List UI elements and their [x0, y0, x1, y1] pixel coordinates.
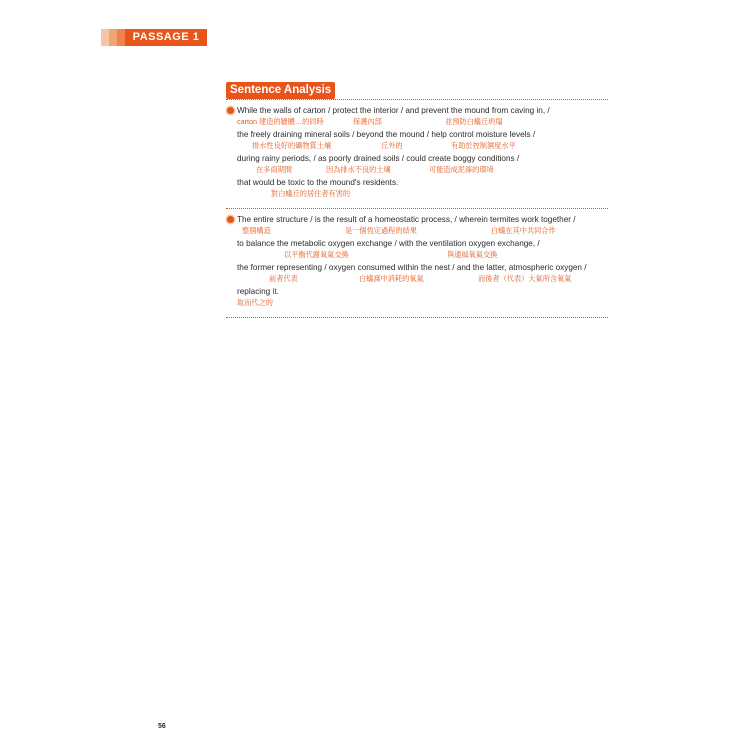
translation-chunk: 排水性良好的礦物質土壤: [252, 141, 332, 150]
translation-chunk: 因為排水不良的土壤: [326, 165, 391, 174]
banner-stripe: [117, 29, 125, 46]
translation-chunk: 白蟻窩中消耗的氧氣: [359, 274, 424, 283]
english-line: While the walls of carton / protect the interior / and prevent the mound from caving in, /: [237, 106, 550, 115]
translation-line: [237, 273, 608, 286]
bullet-icon: [227, 216, 234, 223]
english-line: during rainy periods, / as poorly drained soils / could create boggy conditions /: [237, 154, 520, 163]
translation-chunk: 丘外的: [381, 141, 403, 150]
page-number: 56: [158, 723, 166, 730]
translation-chunk: 可能造成泥濘的環境: [429, 165, 494, 174]
translation-chunk: 而後者（代表）大氣所含氧氣: [478, 274, 572, 283]
translation-chunk: 以平衡代謝氧氣交換: [284, 250, 349, 259]
translation-chunk: 與通風氧氣交換: [447, 250, 498, 259]
translation-chunk: 並預防白蟻丘坍塌: [445, 117, 503, 126]
translation-chunk: 前者代表: [269, 274, 298, 283]
banner-stripe: [109, 29, 117, 46]
translation-chunk: 白蟻在其中共同合作: [491, 226, 556, 235]
translation-chunk: 保護內部: [353, 117, 382, 126]
english-line: that would be toxic to the mound's residents.: [237, 178, 399, 187]
translation-chunk: carton 建造的牆體…的同時: [237, 117, 324, 126]
translation-chunk: 在多雨期間: [256, 165, 292, 174]
banner-stripe: [101, 29, 109, 46]
translation-line: [237, 225, 608, 238]
translation-chunk: 取而代之的: [237, 298, 273, 307]
analysis-entry: [226, 100, 608, 209]
translation-chunk: 整個構造: [242, 226, 271, 235]
translation-line: [237, 188, 608, 201]
section-title: Sentence Analysis: [226, 82, 335, 99]
translation-line: [237, 116, 608, 129]
translation-chunk: 有助於控制濕度水平: [451, 141, 516, 150]
translation-chunk: 是一個恆定過程的結果: [345, 226, 417, 235]
english-line: The entire structure / is the result of a homeostatic process, / wherein termites work together /: [237, 215, 576, 224]
passage-banner: [101, 29, 207, 46]
english-line: the freely draining mineral soils / beyond the mound / help control moisture levels /: [237, 130, 536, 139]
translation-chunk: 對白蟻丘的居住者有害的: [271, 189, 351, 198]
translation-line: [237, 164, 608, 177]
translation-line: [237, 140, 608, 153]
translation-line: [237, 297, 608, 310]
english-line: replacing it.: [237, 287, 279, 296]
bullet-icon: [227, 107, 234, 114]
translation-line: [237, 249, 608, 262]
analysis-entry: [226, 209, 608, 318]
passage-label: PASSAGE 1: [125, 29, 207, 46]
english-line: to balance the metabolic oxygen exchange / with the ventilation oxygen exchange, /: [237, 239, 540, 248]
english-line: the former representing / oxygen consumed within the nest / and the latter, atmospheric oxygen /: [237, 263, 587, 272]
sentence-analysis-section: [226, 80, 608, 318]
